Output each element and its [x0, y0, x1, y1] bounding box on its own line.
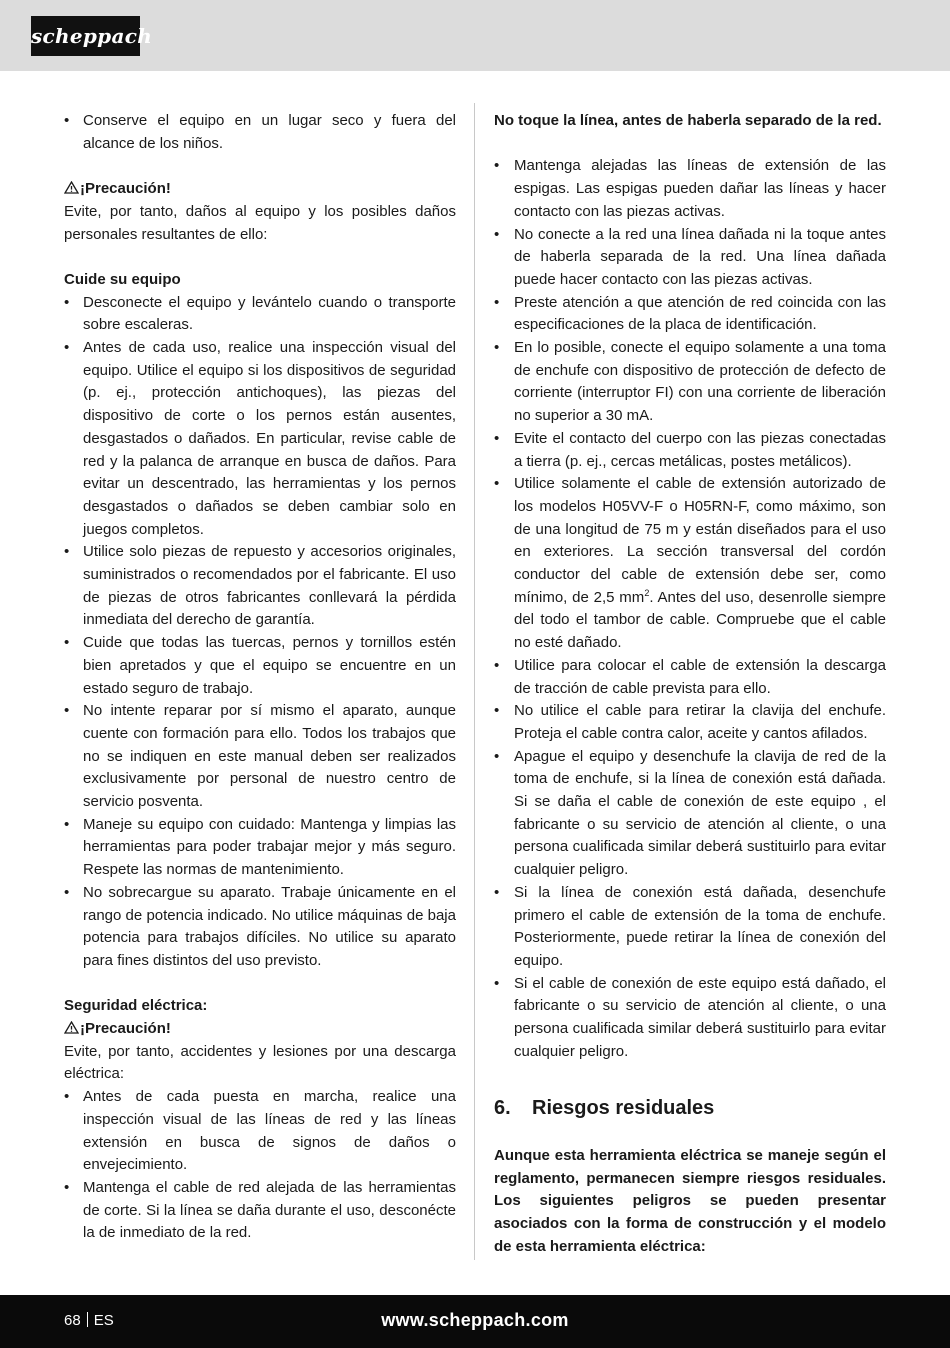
caution-text: Evite, por tanto, daños al equipo y los posibles daños personales resultantes de ello:: [64, 202, 456, 243]
page-number: 68 ES: [64, 1312, 114, 1329]
list-item: • En lo posible, conecte el equipo solamente a una toma de enchufe con dispositivo de protección de defecto de corriente (interruptor FI) con una corriente de liberación no superior a 30 mA.: [494, 337, 886, 428]
page-footer: [0, 1295, 950, 1348]
intro-list: [64, 110, 456, 155]
caution-text: Evite, por tanto, accidentes y lesiones por una descarga eléctrica:: [64, 1042, 456, 1083]
list-item: • Mantenga el cable de red alejada de las herramientas de corte. Si la línea se daña durante el uso, desconécte la de inmediato de la red.: [64, 1177, 456, 1245]
list-item: • Cuide que todas las tuercas, pernos y tornillos estén bien apretados y que el equipo se encuentre en un estado seguro de trabajo.: [64, 632, 456, 700]
list-item: • Conserve el equipo en un lugar seco y fuera del alcance de los niños.: [64, 110, 456, 155]
list-item: • No sobrecargue su aparato. Trabaje únicamente en el rango de potencia indicado. No utilice máquinas de baja potencia para trabajos difíciles. No utilice su aparato para fines distintos del uso previsto.: [64, 882, 456, 973]
warning-icon: [64, 181, 79, 194]
list-item: • No utilice el cable para retirar la clavija del enchufe. Proteja el cable contra calor, aceite y cantos afilados.: [494, 700, 886, 745]
section-title-text: Riesgos residuales: [532, 1097, 715, 1120]
list-item: • No intente reparar por sí mismo el aparato, aunque cuente con formación para ello. Todos los trabajos que no se indiquen en este manual deben ser realizados exclusivamente por personal de nuestro centro de servicio posventa.: [64, 700, 456, 814]
left-column: [64, 110, 456, 1245]
column-divider: [474, 103, 475, 1260]
list-item: • Desconecte el equipo y levántelo cuando o transporte sobre escaleras.: [64, 292, 456, 337]
list-item: • Antes de cada uso, realice una inspección visual del equipo. Utilice el equipo si los dispositivos de seguridad (p. ej., protección antichoques), las piezas del dispositivo de corte o los pernos están ausentes, desgastados o dañados. En particular, revise cable de red y la palanca de arranque en busca de daños. Para evitar un descentrado, las herramientas y los pernos desgastados o dañados se deben cambiar solo en juegos completos.: [64, 337, 456, 541]
electrical-list-cont: [494, 155, 886, 1063]
list-item: • Maneje su equipo con cuidado: Mantenga y limpias las herramientas para poder trabajar mejor y más seguro. Respete las normas de mantenimiento.: [64, 814, 456, 882]
list-item: • Preste atención a que atención de red coincida con las especificaciones de la placa de identificación.: [494, 292, 886, 337]
care-heading: Cuide su equipo: [64, 270, 181, 288]
section-number: 6.: [494, 1097, 511, 1120]
right-column: [494, 110, 886, 1258]
list-item: • Si el cable de conexión de este equipo está dañado, el fabricante o su servicio de atención al cliente, o una persona cualificada similar deberá sustituirlo para evitar cualquier peligro.: [494, 973, 886, 1064]
page-header: [0, 0, 950, 71]
list-item: • Antes de cada puesta en marcha, realice una inspección visual de las líneas de red y las líneas extensión en busca de signos de daños o envejecimiento.: [64, 1086, 456, 1177]
website-link[interactable]: www.scheppach.com: [381, 1310, 569, 1330]
list-item: • Evite el contacto del cuerpo con las piezas conectadas a tierra (p. ej., cercas metálicas, postes metálicos).: [494, 428, 886, 473]
section-intro: Aunque esta herramienta eléctrica se maneje según el reglamento, permanecen siempre riesgos residuales. Los siguientes peligros se pueden presentar asociados con la forma de construcción y el modelo de esta herramienta eléctrica:: [494, 1146, 886, 1255]
bold-warning: No toque la línea, antes de haberla separado de la red.: [494, 112, 882, 129]
warning-icon: [64, 1021, 79, 1034]
list-item: • Utilice para colocar el cable de extensión la descarga de tracción de cable prevista para ello.: [494, 655, 886, 700]
list-item: • Apague el equipo y desenchufe la clavija de red de la toma de enchufe, si la línea de conexión está dañada. Si se daña el cable de conexión de este equipo , el fabricante o su servicio de atención al cliente, o una persona cualificada similar deberá sustituirlo para evitar cualquier peligro.: [494, 746, 886, 882]
electrical-list: [64, 1086, 456, 1245]
list-item: • Si la línea de conexión está dañada, desenchufe primero el cable de extensión de la toma de enchufe. Posteriormente, puede retirar la línea de conexión del equipo.: [494, 882, 886, 973]
caution-heading: ¡Precaución!: [64, 1018, 456, 1041]
care-list: [64, 292, 456, 973]
electrical-safety-heading: Seguridad eléctrica:: [64, 997, 208, 1015]
section-title: [494, 1094, 886, 1122]
scheppach-logo: scheppach: [31, 16, 140, 56]
list-item: • Utilice solo piezas de repuesto y accesorios originales, suministrados o recomendados por el fabricante. El uso de piezas de otros fabricantes conllevará la pérdida inmediata del derecho de garantía.: [64, 541, 456, 632]
list-item-extension-cable: • Utilice solamente el cable de extensión autorizado de los modelos H05VV-F o H05RN-F, como máximo, son de una longitud de 75 m y están diseñados para el uso en exteriores. La sección transversal del cordón conductor del cable de extensión debe ser, como mínimo, de 2,5 $mm^2$. Antes del uso, desenrolle siempre del todo el tambor de cable. Compruebe que el cable no esté dañado.: [494, 473, 886, 655]
list-item: • Mantenga alejadas las líneas de extensión de las espigas. Las espigas pueden dañar las líneas y hacer contacto con las piezas activas.: [494, 155, 886, 223]
language-code: ES: [93, 1312, 114, 1329]
caution-heading: ¡Precaución!: [64, 178, 456, 201]
list-item: • No conecte a la red una línea dañada ni la toque antes de haberla separada de la red. Una línea dañada puede hacer contacto con las piezas activas.: [494, 224, 886, 292]
